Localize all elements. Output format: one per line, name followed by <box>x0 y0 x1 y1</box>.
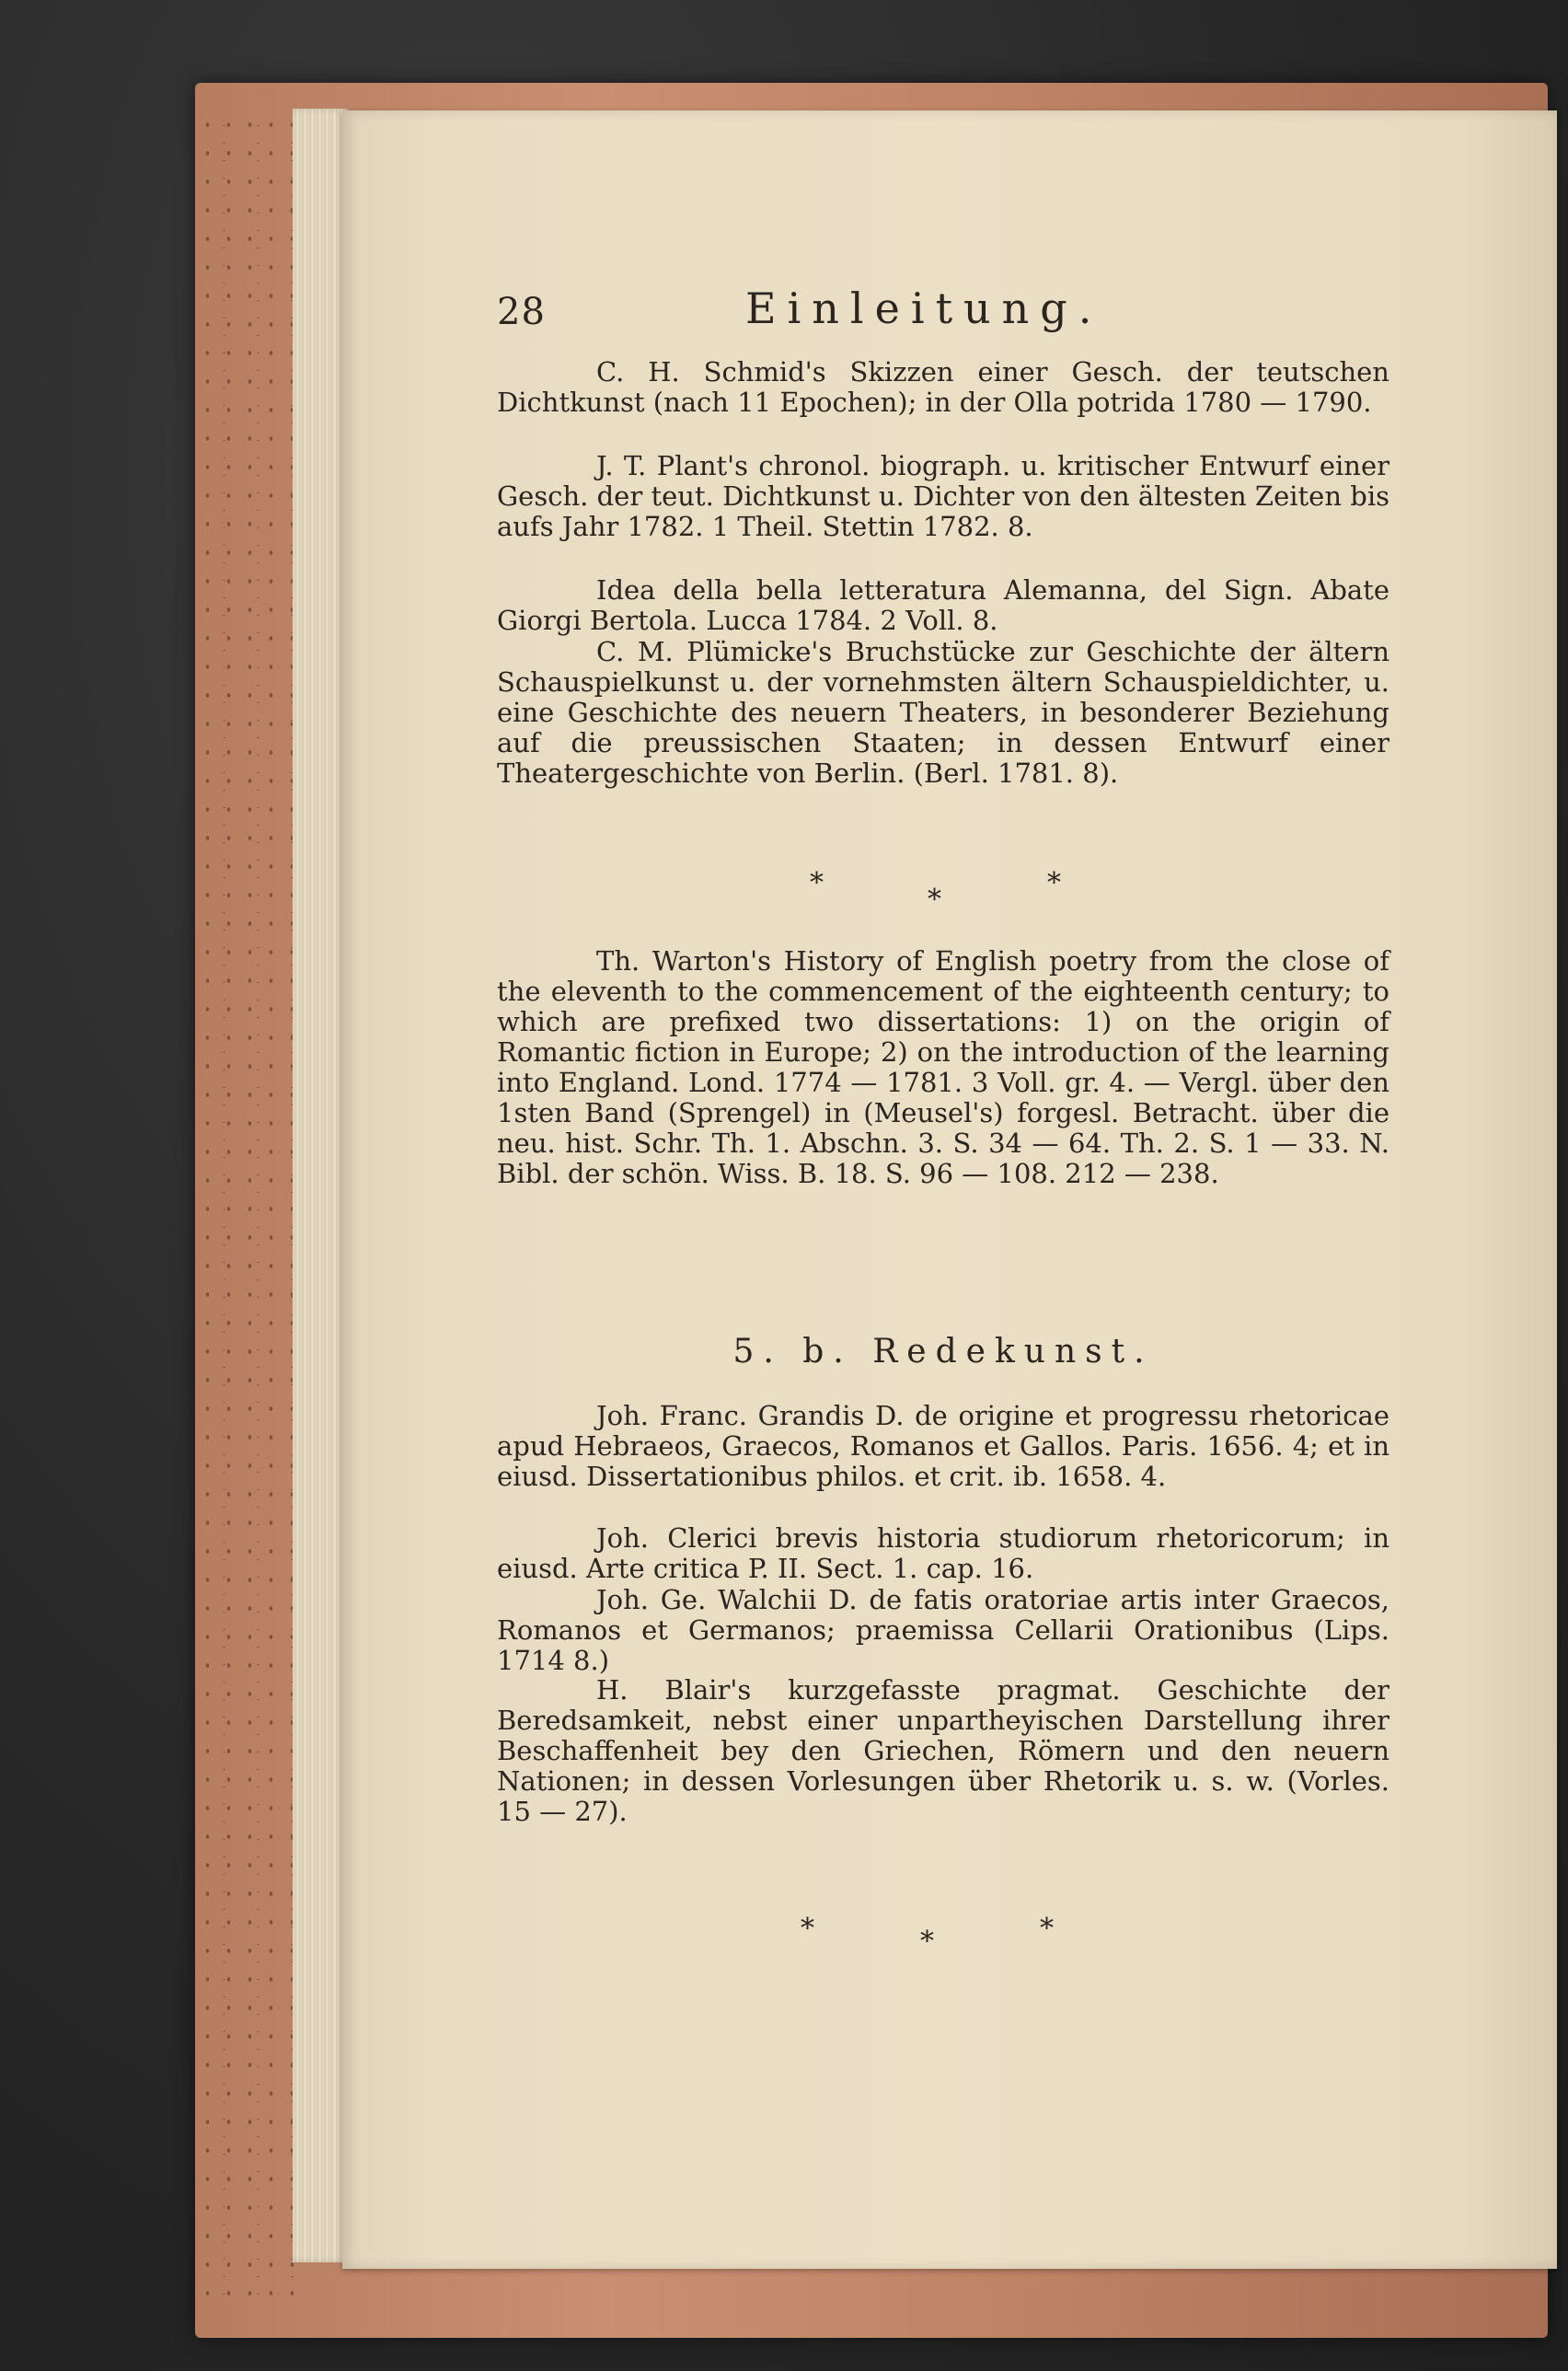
bibliography-entry: Joh. Ge. Walchii D. de fatis oratoriae artis inter Graecos, Romanos et Germanos; praemissa Cellarii Orationibus (Lips. 1714 8.) <box>497 1584 1389 1676</box>
section-separator <box>497 867 1389 916</box>
bibliography-entry: Idea della bella letteratura Alemanna, del Sign. Abate Giorgi Bertola. Lucca 1784. 2 Voll. 8. <box>497 574 1389 636</box>
separator-star: * <box>928 884 941 916</box>
cover-speckle-pattern <box>197 110 298 2301</box>
bibliography-entry: C. M. Plümicke's Bruchstücke zur Geschichte der ältern Schauspielkunst u. der vornehmsten ältern Schauspieldichter, u. eine Geschichte des neuern Theaters, in besonderer Beziehung auf die preussischen Staaten; in dessen Entwurf einer Theatergeschichte von Berlin. (Berl. 1781. 8). <box>497 636 1389 789</box>
bibliography-entry: J. T. Plant's chronol. biograph. u. kritischer Entwurf einer Gesch. der teut. Dichtkunst u. Dichter von den ältesten Zeiten bis aufs Jahr 1782. 1 Theil. Stettin 1782. 8. <box>497 450 1389 542</box>
running-title: Einleitung. <box>745 283 1103 333</box>
separator-star: * <box>1047 867 1061 899</box>
section-heading: 5. b. Redekunst. <box>732 1333 1154 1371</box>
separator-star: * <box>801 1913 814 1945</box>
bibliography-entry: C. H. Schmid's Skizzen einer Gesch. der teutschen Dichtkunst (nach 11 Epochen); in der Olla potrida 1780 — 1790. <box>497 356 1389 418</box>
page-number: 28 <box>497 291 546 333</box>
bibliography-entry: H. Blair's kurzgefasste pragmat. Geschichte der Beredsamkeit, nebst einer unpartheyischen Darstellung ihrer Beschaffenheit bey den Griechen, Römern und den neuern Nationen; in dessen Vorlesungen über Rhetorik u. s. w. (Vorles. 15 — 27). <box>497 1674 1389 1827</box>
separator-star: * <box>1040 1913 1054 1945</box>
separator-star: * <box>920 1926 934 1958</box>
section-separator <box>497 1913 1389 1958</box>
bibliography-entry: Joh. Clerici brevis historia studiorum rhetoricorum; in eiusd. Arte critica P. II. Sect. 1. cap. 16. <box>497 1522 1389 1584</box>
book-page <box>342 110 1557 2269</box>
page-edges <box>293 109 348 2262</box>
page-header <box>497 283 1380 339</box>
bibliography-entry: Th. Warton's History of English poetry from the close of the eleventh to the commencement of the eighteenth century; to which are prefixed two dissertations: 1) on the origin of Romantic fiction in Europe; 2) on the introduction of the learning into England. Lond. 1774 — 1781. 3 Voll. gr. 4. — Vergl. über den 1sten Band (Sprengel) in (Meusel's) forgesl. Betracht. über die neu. hist. Schr. Th. 1. Abschn. 3. S. 34 — 64. Th. 2. S. 1 — 33. N. Bibl. der schön. Wiss. B. 18. S. 96 — 108. 212 — 238. <box>497 945 1389 1189</box>
bibliography-entry: Joh. Franc. Grandis D. de origine et progressu rhetoricae apud Hebraeos, Graecos, Romanos et Gallos. Paris. 1656. 4; et in eiusd. Dissertationibus philos. et crit. ib. 1658. 4. <box>497 1400 1389 1492</box>
separator-star: * <box>810 867 824 899</box>
